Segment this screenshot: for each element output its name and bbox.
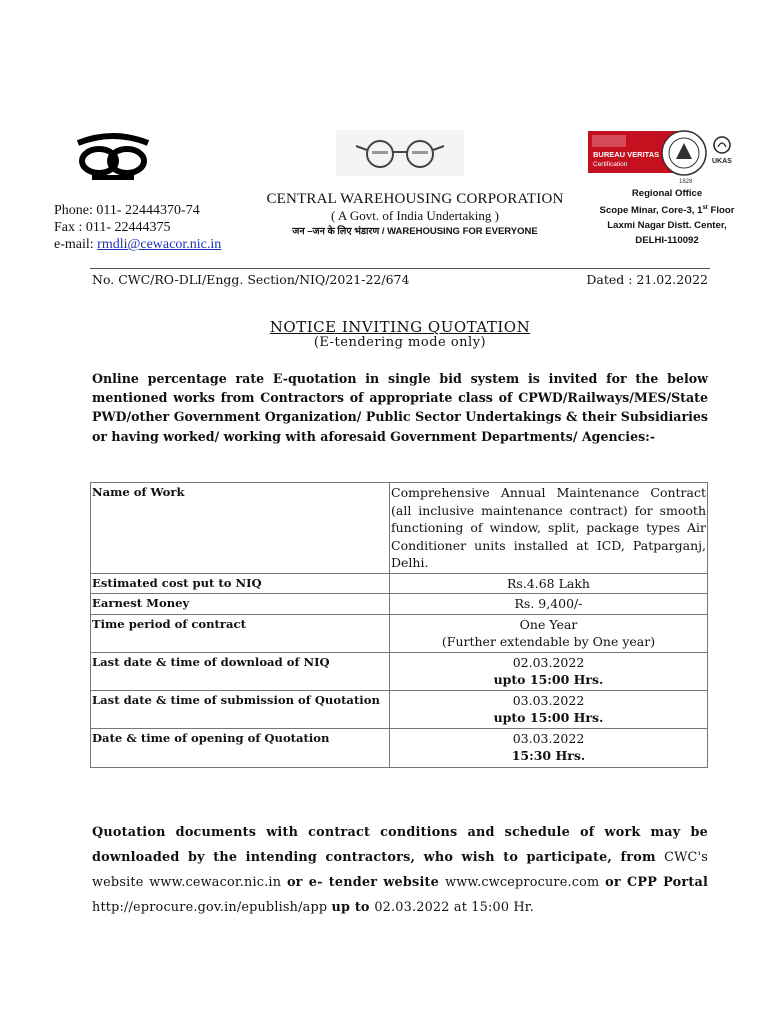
work-details-table (90, 482, 708, 768)
table-row (91, 614, 708, 652)
intro-paragraph: Online percentage rate E-quotation in single bid system is invited for the below mentioned works from Contractors of appropriate class of CPWD/Railways/MES/State PWD/other Government Organization/ Public Sector Undertakings & their Subsidiaries or having worked/ working with aforesaid Government Departments/ Agencies:- (92, 371, 708, 444)
reference-date: Dated : 21.02.2022 (586, 272, 708, 287)
organization-subtitle: ( A Govt. of India Undertaking ) (331, 208, 499, 223)
row-value: Rs.4.68 Lakh (390, 573, 708, 594)
regional-office-line3: DELHI-110092 (635, 235, 699, 247)
row-value: 02.03.2022 upto 15:00 Hrs. (390, 652, 708, 690)
row-label: Last date & time of submission of Quotation (91, 690, 390, 728)
table-row (91, 594, 708, 615)
row-label: Estimated cost put to NIQ (91, 573, 390, 594)
closing-paragraph: Quotation documents with contract conditions and schedule of work may be downloaded by the intending contractors, who wish to participate, from CWC's website www.cewacor.nic.in or e- tender website www.cwceprocure.com or CPP Portal http://eprocure.gov.in/epublish/app up to 02.03.2022 at 15:00 Hr. (92, 825, 709, 915)
regional-office-line1: Scope Minar, Core-3, 1st Floor (599, 205, 735, 217)
header-divider (90, 268, 710, 269)
table-row (91, 573, 708, 594)
regional-office-title: Regional Office (631, 188, 703, 199)
email-label: e-mail: (54, 237, 98, 252)
row-label: Name of Work (91, 483, 390, 574)
row-label: Last date & time of download of NIQ (91, 652, 390, 690)
row-value: Comprehensive Annual Maintenance Contract (all inclusive maintenance contract) for smooth functioning of window, split, package types Air Conditioner units installed at ICD, Patparganj, Delhi. (390, 483, 708, 574)
cert-year: 1828 (679, 179, 693, 185)
reference-line (92, 272, 708, 287)
notice-title-block (92, 318, 708, 350)
email-link[interactable]: rmdli@cewacor.nic.in (97, 237, 222, 252)
cert-badge: UKAS (712, 158, 732, 165)
organization-block (250, 190, 580, 240)
bureau-veritas-certification-logo (588, 125, 738, 189)
row-value: Rs. 9,400/- (390, 594, 708, 615)
email-line (54, 236, 221, 253)
notice-subtitle: (E-tendering mode only) (313, 335, 487, 350)
table-row (91, 690, 708, 728)
row-value: 03.03.2022 15:30 Hrs. (390, 728, 708, 767)
table-row (91, 652, 708, 690)
contact-block (54, 202, 221, 253)
organization-name: CENTRAL WAREHOUSING CORPORATION (266, 191, 564, 207)
cwc-logo (72, 125, 154, 181)
table-row (91, 483, 708, 574)
cert-line1: BUREAU VERITAS (593, 150, 660, 159)
row-label: Time period of contract (91, 614, 390, 652)
phone-number: Phone: 011- 22444370-74 (54, 203, 200, 218)
swachh-bharat-logo (336, 130, 464, 176)
row-label: Earnest Money (91, 594, 390, 615)
cert-line2: Certification (593, 161, 628, 168)
row-label: Date & time of opening of Quotation (91, 728, 390, 767)
row-value: One Year (Further extendable by One year) (390, 614, 708, 652)
fax-number: Fax : 011- 22444375 (54, 220, 171, 235)
row-value: 03.03.2022 upto 15:00 Hrs. (390, 690, 708, 728)
table-row (91, 728, 708, 767)
organization-tagline: जन –जन के लिए भंडारण / WAREHOUSING FOR EVERYONE (292, 226, 538, 237)
notice-title: NOTICE INVITING QUOTATION (269, 318, 531, 336)
regional-office-line2: Laxmi Nagar Distt. Center, (607, 220, 727, 232)
regional-office-address (584, 186, 750, 248)
reference-number: No. CWC/RO-DLI/Engg. Section/NIQ/2021-22/674 (92, 272, 410, 287)
